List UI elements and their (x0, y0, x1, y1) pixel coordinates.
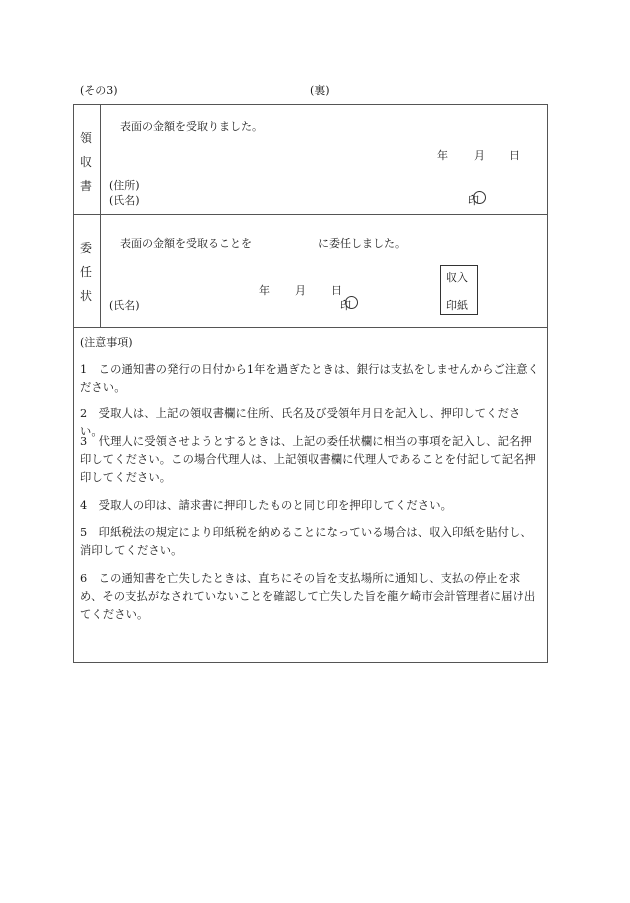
receipt-statement: 表面の金額を受取りました。 (120, 120, 263, 133)
note-item: 3 代理人に受領させようとするときは、上記の委任状欄に相当の事項を記入し、記名押印してください。この場合代理人は、上記領収書欄に代理人であることを付記して記名押印してください。 (80, 435, 536, 484)
delegation-date-day: 日 (331, 284, 342, 297)
note-item: 2 受取人は、上記の領収書欄に住所、氏名及び受領年月日を記入し、押印してください。 (80, 407, 521, 438)
note-item: 1 この通知書の発行の日付から1年を過ぎたときは、銀行は支払をしませんからご注意ください。 (80, 363, 540, 394)
receipt-name-label: (氏名) (109, 194, 140, 207)
receipt-label-char: 領 (79, 131, 92, 145)
receipt-date-year: 年 (437, 149, 448, 162)
page-side-label: (裏) (310, 84, 330, 97)
form-number: (その3) (80, 84, 118, 97)
divider-receipt-delegation (73, 214, 547, 215)
receipt-label-char: 収 (79, 155, 92, 169)
receipt-date-month: 月 (474, 149, 485, 162)
receipt-seal-mark (468, 192, 479, 208)
receipt-label-char: 書 (79, 179, 92, 193)
divider-delegation-notes (73, 327, 547, 328)
delegation-date-year: 年 (259, 284, 270, 297)
receipt-address-label: (住所) (109, 179, 140, 192)
delegation-label-char: 状 (79, 289, 92, 303)
seal-circle-icon (473, 191, 486, 204)
note-item: 6 この通知書を亡失したときは、直ちにその旨を支払場所に通知し、支払の停止を求め、その支払がなされていないことを確認して亡失した旨を龍ケ崎市会計管理者に届け出てください。 (80, 572, 536, 621)
note-item: 4 受取人の印は、請求書に押印したものと同じ印を押印してください。 (80, 499, 452, 512)
revenue-stamp-box (440, 265, 478, 315)
note-item: 5 印紙税法の規定により印紙税を納めることになっている場合は、収入印紙を貼付し、消印してください。 (80, 526, 532, 557)
delegation-label-char: 任 (79, 265, 92, 279)
delegation-date-month: 月 (295, 284, 306, 297)
delegation-statement-start: 表面の金額を受取ることを (120, 237, 252, 250)
revenue-stamp-line2: 印紙 (446, 299, 468, 312)
label-column-divider (100, 104, 101, 328)
delegation-seal-mark (340, 297, 351, 313)
delegation-seal-label: 印 (340, 299, 351, 312)
delegation-name-label: (氏名) (109, 299, 140, 312)
seal-circle-icon (345, 296, 358, 309)
receipt-seal-label: 印 (468, 194, 479, 207)
receipt-date-day: 日 (509, 149, 520, 162)
notes-title: (注意事項) (80, 336, 133, 349)
delegation-label-char: 委 (79, 241, 92, 255)
delegation-statement-end: に委任しました。 (318, 237, 406, 250)
revenue-stamp-line1: 収入 (446, 271, 468, 284)
